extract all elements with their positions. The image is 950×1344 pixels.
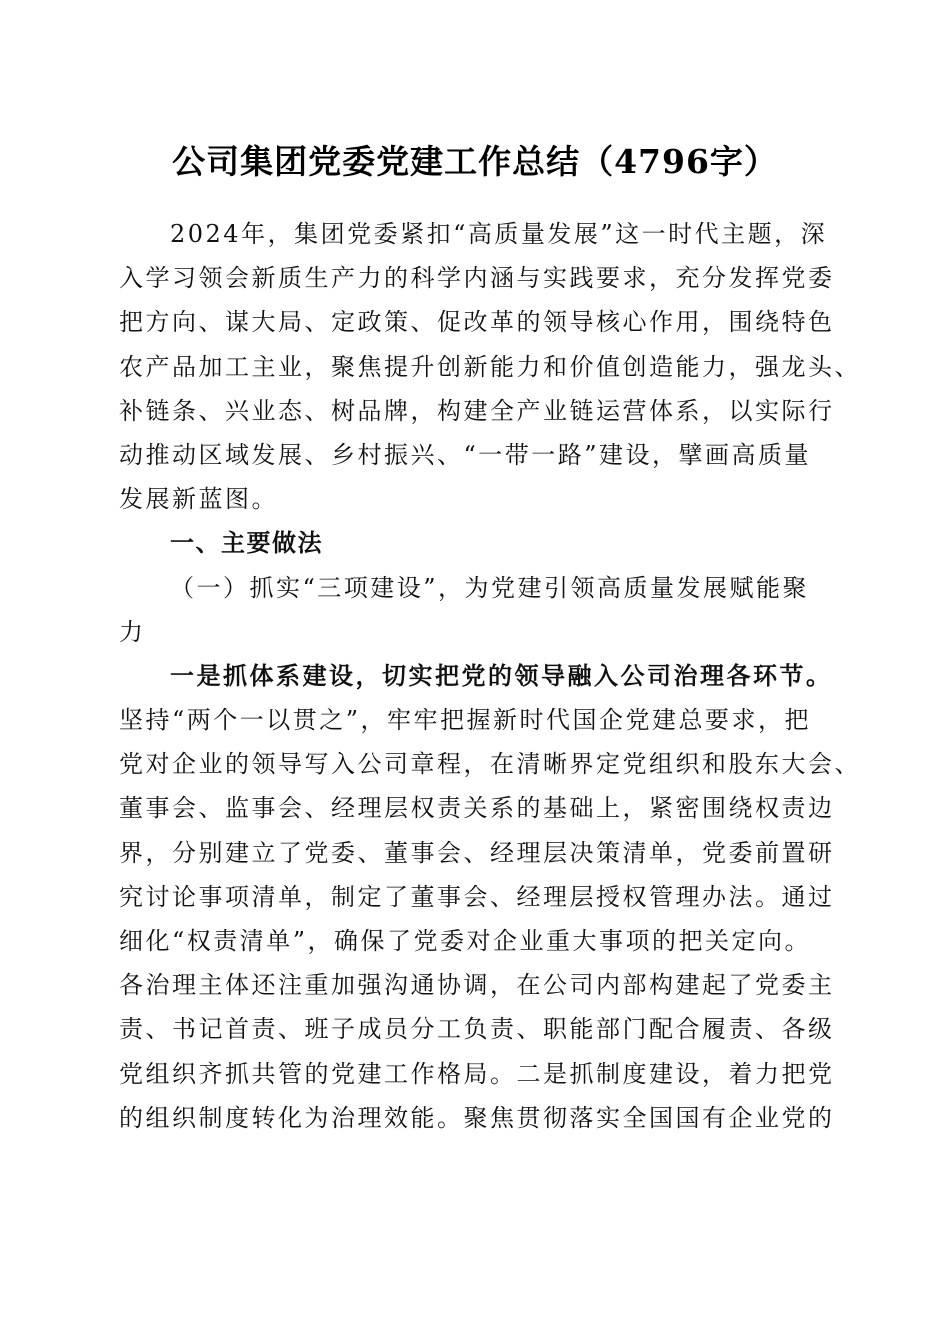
paragraph-line: 2024年，集团党委紧扣“高质量发展”这一时代主题，深 [170,220,828,248]
paragraph-line: 界，分别建立了党委、董事会、经理层决策清单，党委前置研 [119,838,835,867]
paragraph-line: 坚持“两个一以贯之”，牢牢把握新时代国企党建总要求，把 [119,706,812,735]
paragraph-line: 的组织制度转化为治理效能。聚焦贯彻落实全国国有企业党的 [119,1103,835,1132]
paragraph-bold-lead: 一是抓体系建设，切实把党的领导融入公司治理各环节。 [170,660,833,690]
subsection-heading-line: 力 [119,617,146,646]
paragraph-line: 动推动区域发展、乡村振兴、“一带一路”建设，擘画高质量 [119,440,812,469]
paragraph-line: 各治理主体还注重加强沟通协调，在公司内部构建起了党委主 [119,971,835,1000]
paragraph-line: 把方向、谋大局、定政策、促改革的领导核心作用，围绕特色 [119,308,835,337]
paragraph-line: 责、书记首责、班子成员分工负责、职能部门配合履责、各级 [119,1015,835,1044]
paragraph-line: 农产品加工主业，聚焦提升创新能力和价值创造能力，强龙头、 [119,352,861,381]
section-heading: 一、主要做法 [170,529,323,558]
paragraph-line: 补链条、兴业态、树品牌，构建全产业链运营体系，以实际行 [119,396,835,425]
paragraph-line: 入学习领会新质生产力的科学内涵与实践要求，充分发挥党委 [119,264,835,293]
paragraph-line: 董事会、监事会、经理层权责关系的基础上，紧密围绕权责边 [119,794,835,823]
document-title: 公司集团党委党建工作总结（4796字） [172,142,778,181]
paragraph-line: 发展新蓝图。 [119,485,278,514]
paragraph-line: 究讨论事项清单，制定了董事会、经理层授权管理办法。通过 [119,882,835,911]
paragraph-line: 党对企业的领导写入公司章程，在清晰界定党组织和股东大会、 [119,750,861,779]
subsection-heading-line: （一）抓实“三项建设”，为党建引领高质量发展赋能聚 [170,573,810,602]
paragraph-line: 细化“权责清单”，确保了党委对企业重大事项的把关定向。 [119,927,812,955]
paragraph-line: 党组织齐抓共管的党建工作格局。二是抓制度建设，着力把党 [119,1059,835,1088]
document-body [119,212,861,1140]
